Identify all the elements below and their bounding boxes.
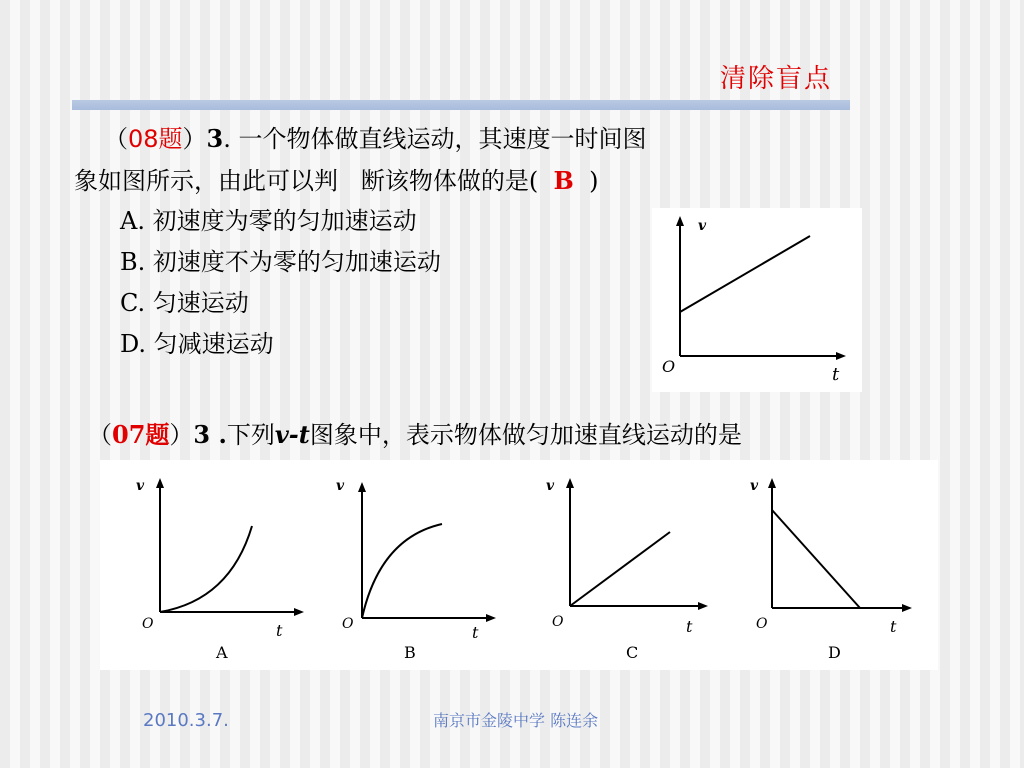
origin-label: O: [662, 357, 676, 376]
y-axis-arrow: [768, 478, 776, 488]
q08-paren-open: （: [104, 125, 128, 153]
origin-label: O: [342, 616, 354, 632]
graph-label: B: [404, 643, 416, 662]
option-sep: .: [137, 248, 146, 276]
q08-paren-close: ）: [182, 125, 207, 153]
option-letter: C: [120, 289, 138, 317]
x-axis-arrow: [836, 352, 846, 360]
q08-line-1: [104, 122, 647, 156]
origin-label: O: [552, 614, 564, 630]
q08-vt-graph: [652, 208, 862, 392]
q07-text-a: 下列: [226, 421, 275, 449]
q08-text-2a: 象如图所示，由此可以判: [74, 167, 338, 195]
y-axis-label: v: [698, 218, 707, 234]
x-axis-label: t: [686, 617, 693, 636]
option-text: 匀减速运动: [153, 330, 274, 358]
title-divider: [72, 100, 850, 110]
x-axis-label: t: [890, 617, 897, 636]
q08-answer: B: [553, 166, 574, 195]
q08-option-b: [120, 245, 441, 279]
option-text: 初速度不为零的匀加速运动: [152, 248, 441, 276]
q08-text-2b: 断该物体做的是(: [360, 167, 539, 195]
footer-date: 2010.3.7.: [143, 710, 229, 731]
graph-label: C: [626, 643, 639, 662]
footer-author: 南京市金陵中学 陈连余: [433, 711, 599, 730]
line-d: [772, 510, 860, 608]
x-axis-arrow: [294, 608, 304, 616]
option-sep: .: [137, 207, 145, 235]
q07-graphs-svg: [100, 460, 938, 670]
q07-paren-close: ）: [169, 421, 194, 449]
option-letter: B: [120, 248, 138, 276]
graph-d: [750, 478, 912, 662]
q07-graphs-panel: [100, 460, 938, 670]
option-letter: D: [120, 330, 139, 358]
origin-label: O: [756, 616, 768, 632]
slide-title: 清除盲点: [720, 64, 833, 94]
q07-text-b: 图象中，表示物体做匀加速直线运动的是: [309, 421, 742, 449]
option-letter: A: [120, 207, 138, 235]
q08-line-2: [74, 164, 598, 198]
graph-c: [546, 478, 708, 662]
y-axis-label: v: [750, 478, 759, 494]
option-text: 初速度为零的匀加速运动: [152, 207, 417, 235]
q08-text-1: 一个物体做直线运动，其速度一时间图: [238, 125, 647, 153]
graph-a: [136, 478, 304, 662]
y-axis-label: v: [546, 478, 555, 494]
y-axis-arrow: [358, 482, 366, 492]
origin-label: O: [142, 616, 154, 632]
q07-year-tag: 07题: [112, 420, 170, 449]
line-c: [570, 532, 670, 606]
y-axis-arrow: [676, 216, 684, 226]
graph-b: [336, 478, 496, 662]
q08-option-c: [120, 286, 249, 320]
y-axis-arrow: [566, 478, 574, 488]
curve-a: [160, 526, 252, 612]
option-text: 匀速运动: [152, 289, 249, 317]
x-axis-arrow: [698, 602, 708, 610]
graph-label: A: [216, 643, 228, 662]
option-sep: .: [137, 289, 146, 317]
x-axis-label: t: [276, 621, 283, 640]
q07-vt: v-t: [274, 420, 310, 449]
graph-label: D: [828, 643, 841, 662]
q07-paren-open: （: [88, 421, 112, 449]
y-axis-label: v: [336, 478, 345, 494]
x-axis-label: t: [472, 623, 479, 642]
option-sep: .: [138, 330, 147, 358]
q08-text-2c: ): [589, 167, 599, 195]
q08-vt-graph-svg: [652, 208, 862, 392]
x-axis-label: t: [832, 364, 840, 385]
q07-line: [88, 418, 742, 452]
q08-year-tag: 08题: [128, 125, 183, 153]
x-axis-arrow: [486, 614, 496, 622]
q08-number: 3: [206, 124, 224, 153]
curve-b: [362, 524, 442, 618]
q08-option-a: [120, 204, 417, 238]
y-axis-arrow: [156, 478, 164, 488]
q07-number: 3 .: [193, 420, 227, 449]
q08-number-dot: .: [223, 125, 231, 153]
y-axis-label: v: [136, 478, 145, 494]
x-axis-arrow: [902, 604, 912, 612]
q08-option-d: [120, 327, 274, 361]
velocity-line: [680, 236, 810, 312]
